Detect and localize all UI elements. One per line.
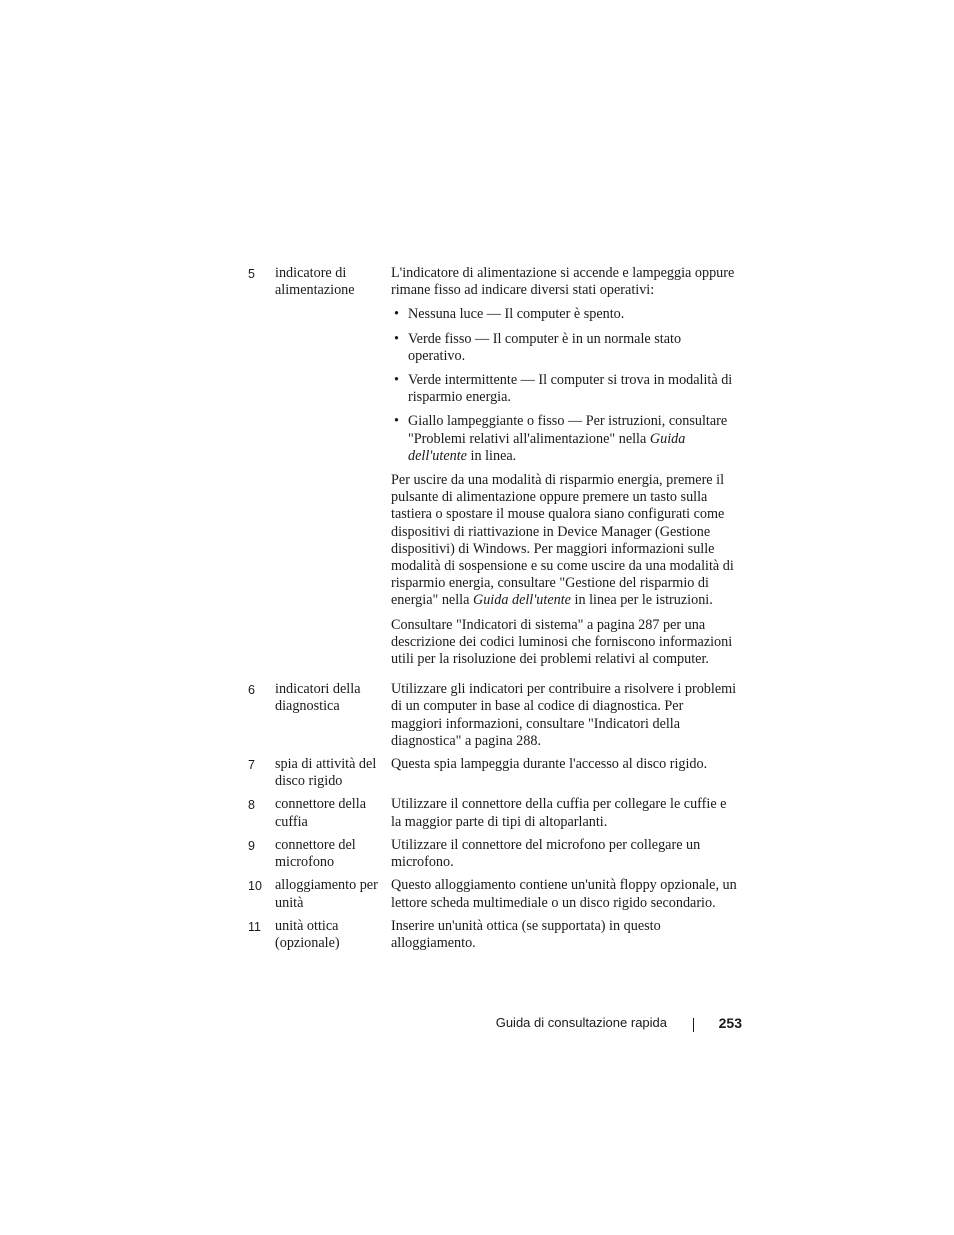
item-number: 10 bbox=[248, 879, 262, 894]
item-description: Inserire un'unità ottica (se supportata) in questo alloggiamento. bbox=[391, 917, 661, 951]
item-label: unità ottica (opzionale) bbox=[275, 917, 340, 951]
item-label: indicatori della diagnostica bbox=[275, 681, 361, 715]
item-number: 9 bbox=[248, 838, 255, 853]
guide-reference: Guida dell'utente bbox=[472, 592, 571, 609]
list-item: • Nessuna luce — Il computer è spento. bbox=[394, 306, 625, 323]
table-row bbox=[248, 265, 738, 675]
table-row bbox=[248, 681, 738, 750]
item-number: 6 bbox=[248, 683, 255, 698]
item-label: spia di attività del disco rigido bbox=[275, 756, 377, 790]
table-row bbox=[248, 796, 738, 830]
bullet-icon: • bbox=[394, 413, 399, 430]
item-number: 7 bbox=[248, 758, 255, 773]
item-number: 11 bbox=[248, 919, 261, 934]
footer-title: Guida di consultazione rapida bbox=[495, 1015, 667, 1030]
guide-reference: Guida dell'utente bbox=[408, 430, 686, 464]
system-lights-paragraph: Consultare "Indicatori di sistema" a pagina 287 per una descrizione dei codici luminosi che forniscono informazioni utili per la risoluzione dei problemi relativi al computer. bbox=[391, 616, 733, 668]
table-row bbox=[248, 837, 738, 871]
list-item: • Verde fisso — Il computer è in un normale stato operativo. bbox=[394, 330, 682, 364]
table-row bbox=[248, 756, 738, 790]
item-label: indicatore di alimentazione bbox=[275, 265, 355, 299]
item-description: Questa spia lampeggia durante l'accesso al disco rigido. bbox=[391, 756, 708, 773]
item-description: Questo alloggiamento contiene un'unità floppy opzionale, un lettore scheda multimediale o un disco rigido secondario. bbox=[391, 877, 737, 911]
item-description: Utilizzare gli indicatori per contribuire a risolvere i problemi di un computer in base al codice di diagnostica. Per maggiori informazioni, consultare "Indicatori della diagnostica" a pagina 288. bbox=[391, 681, 737, 749]
bullet-icon: • bbox=[394, 330, 399, 347]
status-list bbox=[391, 306, 738, 465]
item-label: connettore del microfono bbox=[275, 836, 356, 871]
footer-divider bbox=[693, 1018, 694, 1032]
item-description bbox=[391, 265, 738, 675]
table-row bbox=[248, 877, 738, 911]
item-label: connettore della cuffia bbox=[275, 796, 366, 830]
item-label: alloggiamento per unità bbox=[275, 877, 378, 911]
item-description: Utilizzare il connettore della cuffia per collegare le cuffie e la maggior parte di tipi di altoparlanti. bbox=[391, 796, 727, 830]
page-footer bbox=[460, 1015, 742, 1035]
item-description: Utilizzare il connettore del microfono per collegare un microfono. bbox=[391, 836, 701, 871]
page-number: 253 bbox=[718, 1015, 742, 1031]
components-table bbox=[248, 265, 738, 958]
list-item: • Giallo lampeggiante o fisso — Per istruzioni, consultare "Problemi relativi all'alimentazione" nella Guida dell'utente in linea. bbox=[394, 413, 728, 464]
list-item: • Verde intermittente — Il computer si trova in modalità di risparmio energia. bbox=[394, 372, 733, 406]
item-number: 5 bbox=[248, 267, 255, 281]
bullet-icon: • bbox=[394, 372, 399, 389]
bullet-icon: • bbox=[394, 306, 399, 323]
table-row bbox=[248, 918, 738, 952]
intro-paragraph: L'indicatore di alimentazione si accende e lampeggia oppure rimane fisso ad indicare diversi stati operativi: bbox=[391, 265, 735, 299]
item-number: 8 bbox=[248, 798, 255, 813]
wake-paragraph: Per uscire da una modalità di risparmio energia, premere il pulsante di alimentazione oppure premere un tasto sulla tastiera o spostare il mouse qualora siano configurati come dispositivi di riattivazione in Device Manager (Gestione dispositivi) di Windows. Per maggiori informazioni sulle modalità di sospensione e su come uscire da una modalità di risparmio energia, consultare "Gestione del risparmio di energia" nella Guida dell'utente in linea per le istruzioni. bbox=[391, 472, 734, 609]
